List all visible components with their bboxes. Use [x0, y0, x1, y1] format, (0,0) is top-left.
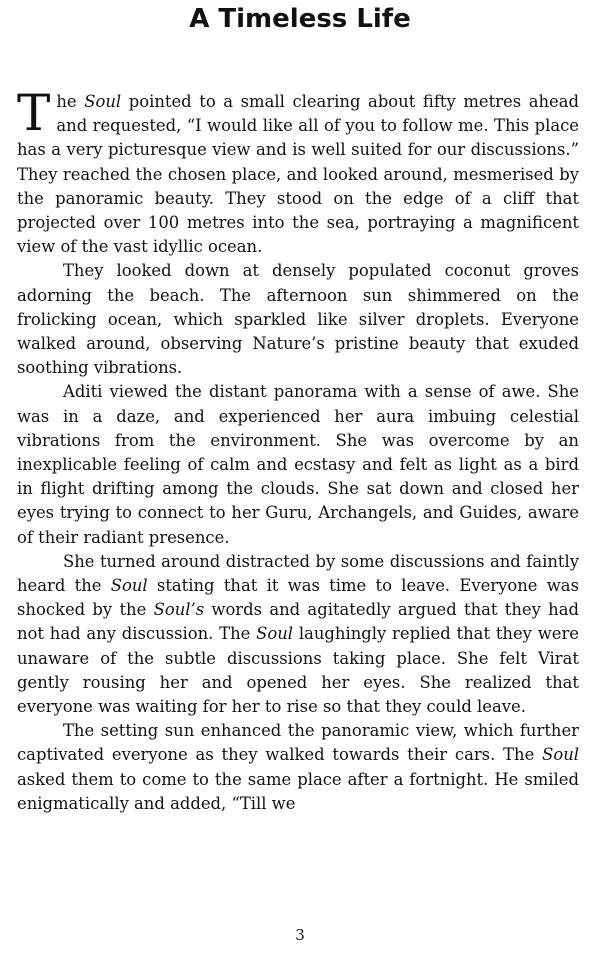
italic-term: Soul: [84, 92, 122, 111]
paragraph: They looked down at densely populated coconut groves adorning the beach. The afternoon sun shimmered on the frolicking ocean, which sparkled like silver droplets. Everyone walked around, observing Nature’s pristine beauty that exuded soothing vibrations.: [17, 261, 579, 378]
paragraph: The Soul pointed to a small clearing about fifty metres ahead and requested, “I would like all of you to follow me. This place has a very picturesque view and is well suited for our discussions.” They reached the chosen place, and looked around, mesmerised by the panoramic beauty. They stood on the edge of a cliff that projected over 100 metres into the sea, portraying a magnificent view of the vast idyllic ocean.: [17, 84, 580, 257]
italic-term: Soul: [256, 624, 294, 644]
italic-term: Soul: [542, 745, 579, 765]
paragraph: She turned around distracted by some discussions and faintly heard the Soul stating that it was time to leave. Everyone was shocked by the Soul’s words and agitatedly argued that they had not had any discussion. The Soul laughingly replied that they were unaware of the subtle discussions taking place. She felt Virat gently rousing her and opened her eyes. She realized that everyone was waiting for her to rise so that they could leave.: [17, 551, 579, 717]
italic-term: Soul’s: [153, 600, 205, 620]
drop-cap: T: [17, 84, 51, 142]
chapter-title: A Timeless Life: [189, 4, 411, 34]
body-text: [17, 84, 580, 816]
paragraph: Aditi viewed the distant panorama with a sense of awe. She was in a daze, and experienced her aura imbuing celestial vibrations from the environment. She was overcome by an inexplicable feeling of calm and ecstasy and felt as light as a bird in flight drifting among the clouds. She sat down and closed her eyes trying to connect to her Guru, Archangels, and Guides, aware of their radiant presence.: [17, 382, 579, 547]
italic-term: Soul: [110, 576, 148, 596]
paragraph: The setting sun enhanced the panoramic view, which further captivated everyone as they walked towards their cars. The Soul asked them to come to the same place after a fortnight. He smiled enigmatically and added, “Till we: [17, 721, 579, 813]
page-number: 3: [295, 926, 305, 944]
